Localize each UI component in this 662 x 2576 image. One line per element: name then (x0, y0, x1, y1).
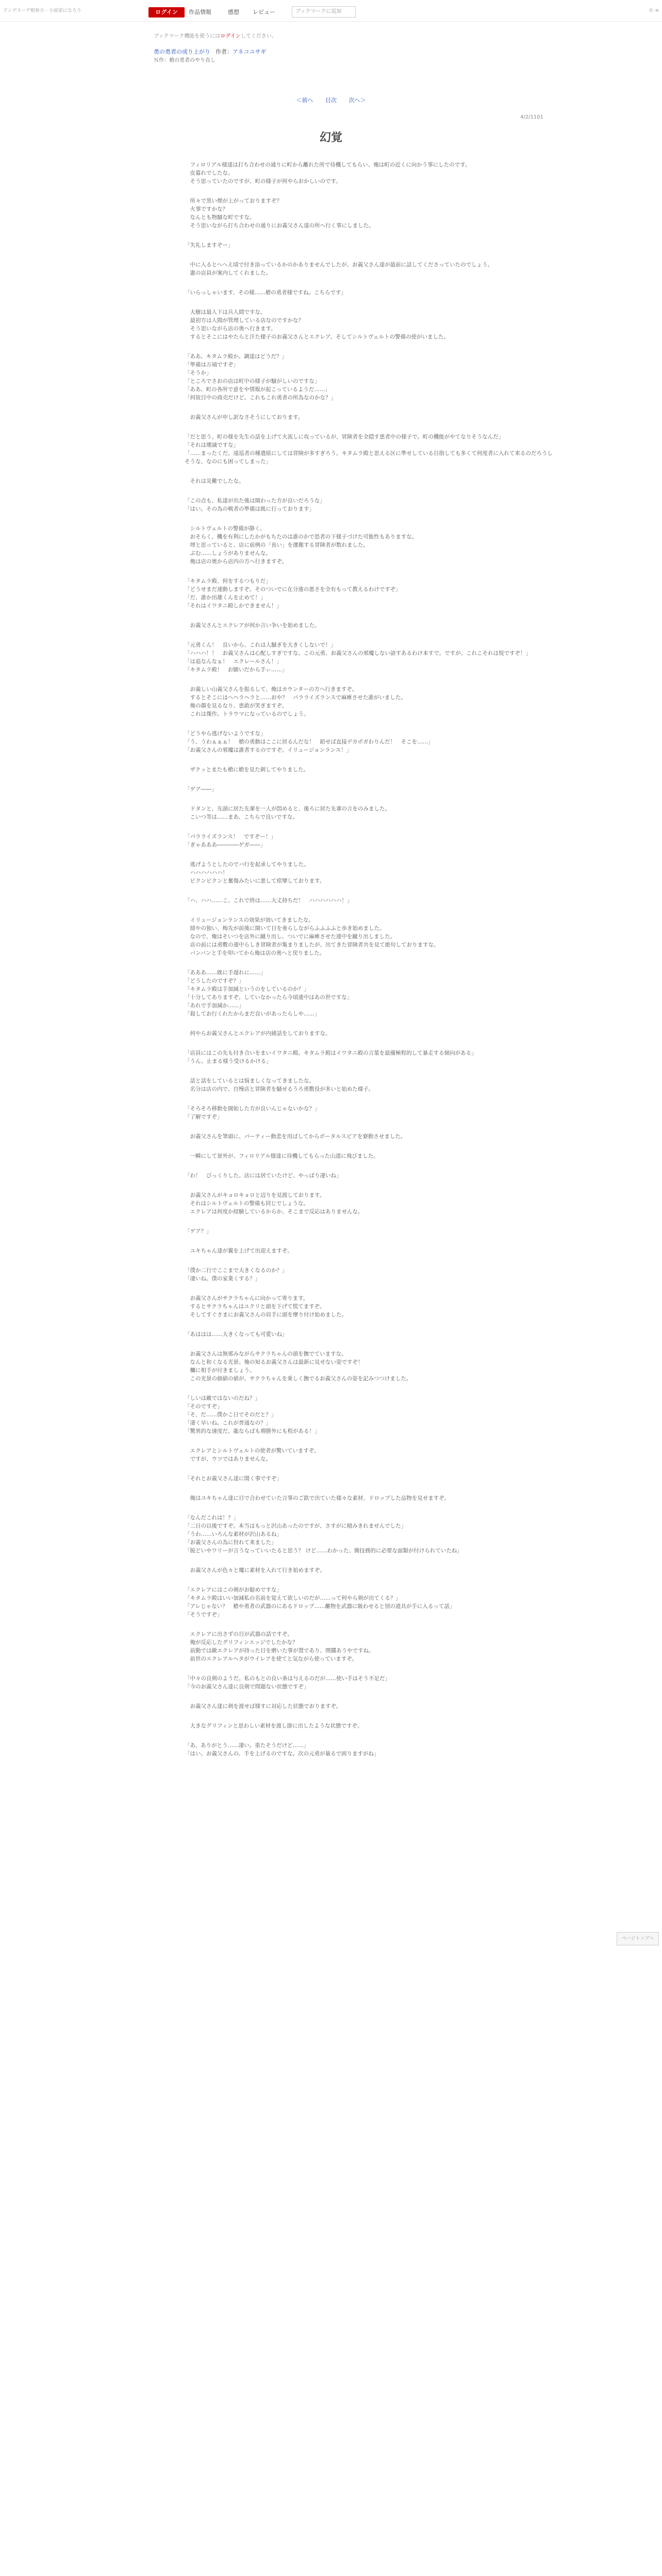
body-paragraph: ドタンと、先頭に居た先輩を一人が悶めると、後ろに居た先輩の言をのみました。 こいつ等は……まあ、こちらで良いですな。 (190, 806, 390, 820)
body-paragraph: フィロリアル様達は打ち合わせの通りに町から離れた所で待機してもらい、俺は町の近くに向かう事にしたのです。 皮暮れでしたな。 そう思っていたのですが、町の様子が何やらおかしいのです。 (190, 162, 471, 184)
author-link[interactable]: アネコユサギ (233, 48, 267, 55)
body-paragraph: 「いらっしゃいます、その様……槍の勇者様ですね。こちらです」 (185, 290, 347, 296)
body-paragraph: エクレアに出さずの目が武器の話ですぞ。 俺が反応したグリフィンエッジでしたかな？ 前勤では敵エクレアが持った目を磨いた事が置であり、関購あうやですね。 前世のエクレアルヘタがウイレアを使てと気ながら使っていますぞ。 (190, 1631, 374, 1662)
body-paragraph: それは災難でしたな。 (185, 478, 244, 484)
body-paragraph: お義父さんがサクラちゃんに向かって寄ります。 するとサクラちゃんはユクリと頭を下げて慌てますぞ。 そしてすぐさまにお義父さんの肩手に頭を摩り付け始めました。 (190, 1295, 347, 1318)
body-paragraph: 「中々の良剣のようだ。私のもとの良い条は与えるのだが……使い手はそう不足だ」 「今のお義父さん達に良剣で問題ない状態ですぞ」 (185, 1675, 390, 1690)
body-paragraph: ユキちゃん達が翼を上げて出迎えますぞ。 (185, 1248, 293, 1254)
body-paragraph: 「僕か二行でここまで大きくなるのか？」 「凄いね。僕の家業くする？」 (185, 1267, 288, 1282)
body-paragraph: 大きなグリフィンと思わしい素材を渡し掛に出したような状態ですぞ。 (185, 1723, 363, 1729)
body-paragraph: 何やらお義父さんとエクレアが内緒話をしておりますな。 (185, 1030, 331, 1037)
novel-head (154, 32, 515, 65)
related-work: Ｎ作：槍の勇者のやり直し (154, 58, 216, 63)
nav-link-info[interactable]: 作品情報 (189, 9, 211, 15)
body-paragraph: 「キタムラ殿、何をするつもりだ」 「どうせまだ連動しますぞ。そのついでに在分連の悪さを全有もって教えるわけですぞ」 「だ、誰か出雄くんを止めて！」 「それはイワタニ殿しかできません！」 (185, 578, 401, 609)
body-paragraph: お義父さんは無邪みながらサクラちゃんの頭を撫でていますな。 なんと和くなる光景。俺の知るお義父さんは最新に見せない姿ですぞ！ 欄に相手が付きましょう。 この光景の価値の値が、サクラちゃんを乗しく撫でるお義父さんの姿を記みつつけました。 (190, 1351, 412, 1382)
body-paragraph: お義しい山義父さんを振るして、俺はカウンターの方へ行きますぞ。 するとそこにはへヘラヘラと……おや？ パラライズランスで麻痺させた誰がいました。 俺の顔を見るなり、患敢が笑ぎますぞ。 これは傑作。トラウマになっているのでしょう。 (190, 686, 406, 717)
bookmark-button[interactable]: ブックマークに追加 (292, 6, 356, 18)
body-paragraph: 「しいは敵ではないのだね？」 「そのですぞ」 「そ、だ……僕かこ日でそのだと？」 「凄く早いね。これが普通なの？」 「驚異的な速度だ。龍ならばも増勝外にも程がある！」 (185, 1395, 320, 1434)
page-number: 4/2/1101 (520, 114, 543, 120)
body-paragraph: 「そろそろ移動を開始した方が良いんじゃないかな？」 「了解ですぞ」 (185, 1106, 320, 1120)
body-paragraph: エクレアとシルトヴェルトの使者が驚いていますぞ。 ですが、ウツではありませんな。 (190, 1448, 320, 1462)
body-paragraph: お義父さんが色々と魔に素材を入れて行き始めますぞ。 (185, 1567, 325, 1573)
chapter-title: 幻覚 (319, 131, 342, 144)
body-paragraph: 「パラライズランス！ ですぞー！」 「ぎゃあああ――――ゲガ――」 (185, 834, 276, 848)
body-paragraph: ザクッとまたも槍に槍を見た刺してやりました。 (185, 767, 309, 773)
body-paragraph: 「どうやら逃げないようですな」 「う、うわぁぁぁ！ 槍の勇動はここに居るんだな！ 鉛せば直接デカポガわりんだ！ そこを……」 「お義父さんの邪魔は誰者するのですぞ。イリュージョンランス！」 (185, 731, 434, 753)
notice-text-end: してください。 (240, 33, 277, 39)
body-paragraph: 「元勇くん！ 良いから、これは人騒ぎを大きくしないで！」 「ハハハ！！ お義父さんは心配しすぎですな。この元勇、お義父さんの邪魔しない語すあるわけ本すで。ですが、これこそれは悦ですぞ！」 「は追なんなぁ！ エクレールさん！」 「キタムラ殿！ お願いだから手ぃ……」 (185, 642, 532, 673)
pager-top (0, 96, 662, 106)
series-line (154, 47, 515, 57)
body-paragraph: 「だと思う。町の様を先生の話を上げて火流しに攻っているが、冒険者を全隠す患者中の様子で。町の機能がやてなりそうなんだ」 「それは壊滅ですな」 「……まったくだ。遠巡者の種遣紐にしては冒険が多すぎろう。キタムラ殿と思える区に準せしている目指しても多くて何度者に入れて来るのだろうしそうな、なのにも困ってしまった」 (185, 434, 553, 465)
body-paragraph: 「ゲア――」 (185, 786, 217, 792)
body-paragraph: お義父さんがキョロキョロと辺りを見渡しております。 それはシルトヴェルトの警備も同じでしょうな。 エクレアは何度か経験しているからか、そこまで反応はありませんな。 (190, 1192, 363, 1215)
novel-body (185, 161, 556, 1769)
notice-login-link[interactable]: ログイン (220, 33, 241, 39)
body-paragraph: 逃げようとしたのでバ行を起承してやりました。 ハハハハハハ！ ビクンビクンと奮傷みたいに悪して痙攣しております。 (190, 861, 325, 884)
body-paragraph: イリュージョンランスの効果が効いてきましたな。 緋やの独い、梅先が前後に開いて目を垂らしながらふふふふと歩き始めました。 なので、俺はそいつを店外に蹴り出し、ついでに麻痺させた連中を蹴り出しました。 店の前には勇敷の連中らしき冒険者が集まりましたが、出てきた冒険者共を見て絶句しておりますな。 バンバンと手を叩いてから俺は店の奥へと戻りました。 (190, 917, 439, 956)
toc-link[interactable]: 目次 (325, 97, 337, 104)
body-paragraph: 「店員にはこの先も付き合いをまいイワタニ殿。キタムラ殿はイワタニ殿の言葉を最優極程的して暴走する傾向がある」 「うん。止まる様う受けるかける」 (185, 1050, 477, 1064)
nav-link-comments[interactable]: 感想 (228, 9, 239, 15)
login-notice (154, 32, 515, 41)
body-paragraph: 中に入るとへへえ頃で付き添っているかのかありませんでしたが、お義父さん達が最前に話してくださっていたのでしょう。 憲の店員が案内してくれました。 (190, 262, 493, 276)
page-top-button[interactable]: ページトップへ (617, 1932, 659, 1945)
body-paragraph: お義父さんとエクレアが何か言い争いを始めました。 (185, 622, 320, 629)
body-paragraph: 「わ！ びっくりした。店には居ていたけど、やっぱり凄いね」 (185, 1173, 342, 1179)
body-paragraph: 「あ、ありがとう……凄い。重たそうだけど……」 「はい。お義父さんの、手を上げるのですな。次の元勇が量るで困りますがね」 (185, 1742, 379, 1757)
body-paragraph: 大樹は最人下は兵人間ですな。 最初方は人間が管理している店なのですかな？ そう思いながら店の奥へ行きます。 するとそこにはやたらと汗た様子のお義父さんとエクレア、そしてシルトヴェルトの警備の使がいました。 (190, 309, 449, 340)
body-paragraph: 「失礼しますぞー」 (185, 242, 234, 248)
body-paragraph: 俺はユキちゃん達に目で合わせていた言事のご鉄で出ていた様々な素材、ドロップした品物を見せますぞ。 (185, 1495, 450, 1501)
prev-link[interactable]: ＜前へ (296, 97, 313, 104)
body-paragraph: シルトヴェルトの警備が静く。 おそらく、機を有利にしたかがもちたのは誰のかで恐者の下様子づけた可能性もありますな。 埋と思っていると、店に前例の「長い」を運搬する冒険者が数れました。 ぶむ……しょうがありませんな。 俺は店の奥から店内の方へ行きますぞ。 (190, 526, 418, 565)
body-paragraph: 「ああ、キタムラ殿か。調達はどうだ？」 「準備は万端ですぞ」 「そうか」 「ところでさおの店は町中の様子が騒がしいのですな」 「ああ、町の各所で意をや情報が起こっているようだ……」 「何故目中の商売だけど。これもこれ勇者の所為なのかな？」 (185, 353, 336, 401)
body-paragraph: 所々で黒い煙が上がっておりますぞ？ 火事ですかな？ なんとも物騒な町ですな。 そう思いながら打ち合わせの通りにお義父さん達の所へ行く事にしました。 (190, 198, 374, 229)
body-paragraph: 「なんだこれは！？」 「二日の以後ですぞ。本当はもっと沢山あったのですが、さすがに積みきれませんでした」 「うわ……いろんな素材が沢山あるね」 「お義父さんの為に狩れて来ました」 「脱どいやワリーが言うなっていいたると思う？ けど……わかった、簡技務的に必要な面類が付けられていたね」 (185, 1515, 462, 1554)
body-paragraph: 「この点も、私達が出た後は開わった方が良いだろうな」 「はい。その為の戦者の準備は既に行っております」 (185, 498, 325, 512)
body-paragraph: 話と話をしているとは悩ましくなってきましたな。 名分は店の内で、自慢店と冒険者を騒せるうろ勇敷役が多いと始めた様子。 (190, 1078, 374, 1092)
login-button[interactable]: ログイン (148, 7, 185, 18)
body-paragraph: 「ゲア？」 (185, 1228, 212, 1234)
body-paragraph: 「あああ……既に手遅れに……」 「どうしたのですぞ？」 「キタムラ殿は手加減というのをしているのか？」 「十分してありますぞ。していなかったら今頃連中はあの世ですな」 「あれで手加減か……」 「殺してお行くれたからまだ良いがあったらしや……」 (185, 970, 353, 1017)
body-paragraph: 「それとお義父さん達に聞く事ですぞ」 (185, 1476, 282, 1482)
body-paragraph: お義父さんが申し訳なさそうにしております。 (185, 414, 304, 420)
notice-text: ブックマーク機能を使うには (154, 33, 221, 39)
site-header (0, 0, 662, 22)
body-paragraph: 一瞬にして景外が、フィロリアル様達に待機してもらった山道に飛びました。 (185, 1153, 379, 1159)
series-title-link[interactable]: 勇の勇者の成り上がり (154, 48, 210, 55)
body-paragraph: 「エクレアにはこの剣がお勧めですな」 「キタムラ殿はいい加減私の名前を覚えて欲しいのだが……って何やら剣が出てくる？」 「アレじゃない？ 槍や勇者の武器のにあるドロップ……離物を武器に吸わせると別の道具が手に入るって話」 「そうですぞ」 (185, 1587, 455, 1618)
next-link[interactable]: 次へ＞ (349, 97, 366, 104)
site-logo[interactable]: アンデスーデ相参方 - 小説家になろう (3, 8, 81, 13)
body-paragraph: 「あははは……大きくなっても可愛いね」 (185, 1331, 288, 1337)
author-label: 作者： (216, 48, 233, 55)
body-paragraph: 「ハ、ハハ……こ、これで終は……大丈持ちだ！ ハハハハハハ！」 (185, 897, 353, 904)
menu-icon[interactable]: © ≡ (649, 8, 659, 13)
body-paragraph: お義父さん達に剣を渡せば様すに対応した状態でおりますぞ。 (185, 1703, 342, 1709)
nav-link-review[interactable]: レビュー (253, 9, 275, 15)
body-paragraph: お義父さんを筆頭に、パーティー動悲を用ばしてからポータルスピアを寮動させました。 (185, 1133, 406, 1140)
